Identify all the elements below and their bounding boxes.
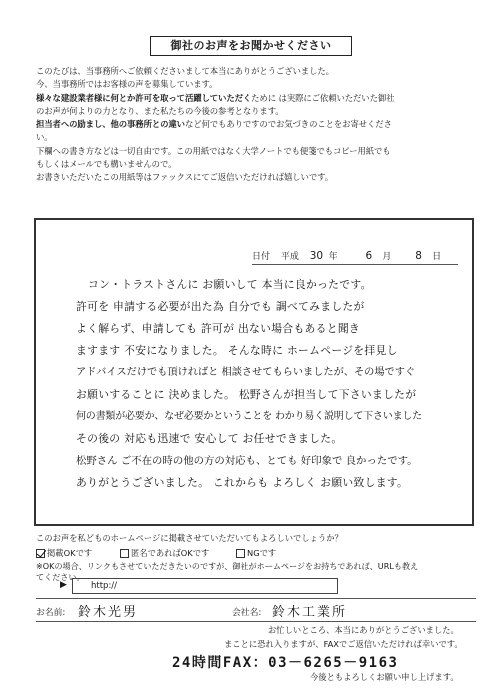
option-ok-label: 掲載OKです — [47, 548, 93, 558]
message-line: ますます 不安になりました。 そんな時に ホームページを拝見し — [76, 344, 398, 357]
handwritten-message — [76, 274, 466, 494]
intro-line: もしくはメールでも構いませんので。 — [36, 159, 177, 170]
intro-emphasis: 様々な建設業者様に何とか許可を取って活躍していただく — [36, 92, 252, 103]
message-line: その後の 対応も迅速で 安心して お任せできました。 — [76, 432, 343, 445]
date-day-unit: 日 — [432, 252, 442, 262]
intro-line: このたびは、当事務所へご依頼くださいまして本当にありがとうございました。 — [36, 66, 334, 76]
date-year-unit: 年 — [328, 252, 338, 262]
name-label: お名前: — [36, 608, 66, 618]
name-value[interactable]: 鈴木光男 — [78, 605, 139, 620]
date-month: 6 — [365, 250, 373, 262]
closing-line: 今後ともよろしくお願い申し上げます。 — [310, 672, 459, 682]
intro-text — [36, 65, 476, 185]
letter-box — [34, 218, 474, 526]
message-line: コン・トラストさんに お願いして 本当に良かったです。 — [88, 278, 372, 291]
thanks-line: お忙しいところ、本当にありがとうございました。 — [268, 625, 459, 635]
date-day: 8 — [415, 250, 422, 262]
checkbox-anonymous[interactable] — [120, 549, 129, 558]
message-line: よく解らず、申請しても 許可が 出ない場合もあると聞き — [76, 322, 361, 335]
date-label: 日付 — [252, 252, 271, 262]
consent-question: このお声を私どものホームページに掲載させていただいてもよろしいでしょうか？ — [36, 533, 343, 543]
message-line: アドバイスだけでも頂ければと 相談させてもらいましたが、その場ですぐ — [76, 367, 416, 378]
company-label: 会社名: — [232, 608, 262, 618]
option-ng[interactable] — [236, 547, 276, 559]
fax-request-line: まことに恐れ入りますが、FAXでご返信いただければ幸いです。 — [224, 639, 463, 649]
intro-line: 今、当事務所ではお客様の声を募集しています。 — [36, 79, 218, 90]
intro-line — [36, 92, 476, 105]
date-year: 30 — [309, 250, 324, 262]
intro-line: い。 — [36, 132, 53, 143]
divider — [36, 598, 476, 599]
company-value[interactable]: 鈴木工業所 — [272, 605, 348, 620]
option-anonymous[interactable] — [120, 547, 209, 559]
intro-text-span: など何でもありですのでお気づきのことをお寄せくださ — [184, 119, 392, 130]
link-note: ※OKの場合、リンクもさせていただきたいのですが、御社がホームページをお持ちであれば、URLも教え — [36, 561, 419, 571]
date-line — [252, 250, 458, 265]
option-anonymous-label: 匿名であればOKです — [131, 548, 210, 558]
form-title: 御社のお声をお聞かせください — [150, 36, 352, 56]
message-line: 松野さん ご不在の時の他の方の対応も、とても 好印象で 良かったです。 — [76, 455, 418, 467]
intro-text-span: ために は実際にご依頼いただいた御社 — [251, 92, 395, 103]
consent-options — [36, 547, 456, 561]
message-line: 何の書類が必要か、なぜ必要かということを わかり易く説明して下さいました — [76, 411, 422, 422]
intro-emphasis: 担当者への励まし、他の事務所との違い — [36, 119, 185, 130]
divider — [36, 621, 476, 622]
intro-line: のお声が何よりの力となり、また私たちの今後の参考となります。 — [36, 105, 284, 116]
option-ng-label: NGです — [247, 548, 277, 558]
message-line: 許可を 申請する必要が出た為 自分でも 調べてみましたが — [76, 300, 365, 313]
message-line: ありがとうございました。 これからも よろしく お願い致します。 — [76, 476, 409, 489]
option-ok[interactable] — [36, 547, 92, 559]
url-field[interactable]: http:// — [72, 578, 338, 594]
checkbox-ok[interactable] — [36, 549, 45, 558]
intro-line — [36, 118, 476, 131]
message-line: お願いすることに 決めました。 松野さんが担当して下さいましたが — [76, 388, 417, 401]
intro-line: お書きいただいたこの用紙等はファックスにてご返信いただければ嬉しいです。 — [36, 172, 333, 183]
arrow-right-icon: ▶ — [60, 580, 67, 590]
link-note-cont: てください。 — [36, 572, 85, 582]
intro-line: 下欄への書き方などは一切自由です。この用紙ではなく大学ノートでも便箋でもコピー用紙でも — [36, 145, 391, 156]
date-month-unit: 月 — [382, 252, 392, 262]
fax-number: 24時間FAX：03－6265－9163 — [172, 655, 399, 671]
date-era: 平成 — [280, 252, 299, 262]
checkbox-ng[interactable] — [236, 549, 245, 558]
